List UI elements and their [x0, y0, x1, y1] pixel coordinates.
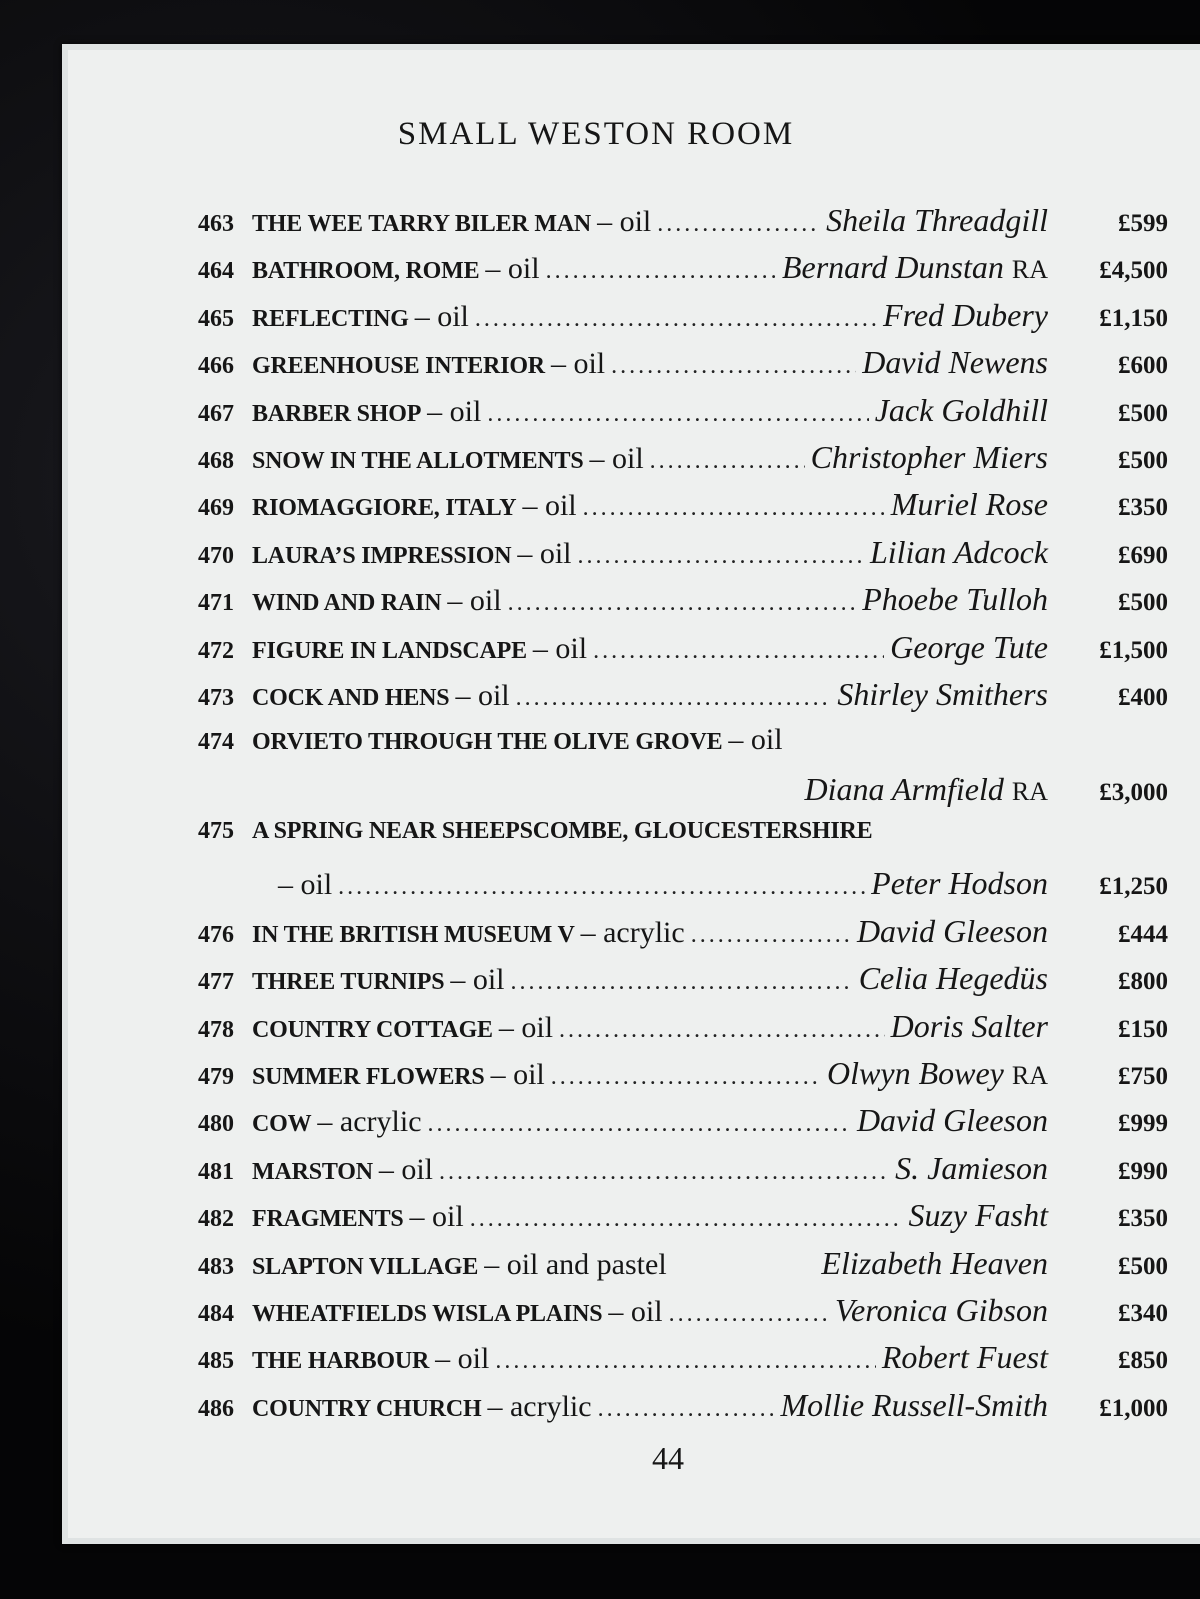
entry-medium: – oil — [522, 489, 577, 523]
entry-medium: – oil — [550, 347, 606, 381]
ra-suffix: RA — [1011, 255, 1048, 285]
entry-number: 465 — [198, 305, 234, 332]
entry-price: £150 — [1118, 1015, 1168, 1043]
entry-medium: – oil — [608, 1294, 663, 1328]
entry-title: THE HARBOUR — [252, 1348, 430, 1375]
entry-price: £350 — [1118, 1205, 1168, 1233]
entry-medium: – oil — [532, 631, 588, 665]
list-item — [198, 392, 1168, 439]
entry-number: 480 — [198, 1111, 234, 1138]
entry-title: A SPRING NEAR SHEEPSCOMBE, GLOUCESTERSHIRE — [252, 818, 873, 845]
entry-artist: Shirley Smithers — [837, 675, 1048, 712]
list-item — [198, 1339, 1168, 1386]
entry-number: 482 — [198, 1206, 234, 1233]
entry-title: LAURA’S IMPRESSION — [252, 542, 512, 569]
entry-number: 476 — [198, 921, 234, 948]
leader-dots — [338, 874, 865, 901]
entry-price: £1,250 — [1099, 873, 1168, 901]
entry-price: £850 — [1118, 1347, 1168, 1375]
list-item — [198, 297, 1168, 344]
entry-medium: – oil — [450, 963, 505, 997]
leader-dots — [598, 1396, 775, 1423]
entry-number: 485 — [198, 1348, 234, 1375]
entry-medium: – acrylic — [580, 915, 685, 949]
leader-dots — [650, 448, 805, 475]
entry-artist: Doris Salter — [890, 1007, 1048, 1044]
list-item — [198, 534, 1168, 581]
entry-artist: Phoebe Tulloh — [862, 581, 1048, 618]
leader-dots — [669, 1301, 829, 1328]
entry-title: IN THE BRITISH MUSEUM V — [252, 921, 575, 948]
entry-artist: David Newens — [862, 344, 1048, 381]
entry-artist: Olwyn Bowey — [827, 1055, 1004, 1092]
list-item — [198, 249, 1168, 296]
entry-price: £999 — [1118, 1110, 1168, 1138]
entry-title: GREENHOUSE INTERIOR — [252, 353, 545, 380]
entry-number: 481 — [198, 1158, 234, 1185]
list-item — [198, 913, 1168, 960]
entry-price: £400 — [1118, 683, 1168, 711]
leader-dots — [439, 1159, 889, 1186]
entry-title: REFLECTING — [252, 305, 409, 332]
entry-medium: – oil — [597, 205, 652, 238]
entry-medium: – oil — [409, 1200, 464, 1234]
list-item — [198, 629, 1168, 676]
entry-medium: – oil — [589, 441, 644, 475]
entry-title: SLAPTON VILLAGE — [252, 1253, 479, 1280]
entry-artist: David Gleeson — [856, 1102, 1048, 1139]
entry-medium: – oil — [447, 584, 502, 618]
list-item — [198, 1197, 1168, 1244]
entry-medium: – oil — [378, 1152, 434, 1186]
entry-medium: – oil — [485, 252, 540, 286]
entry-medium: – acrylic — [487, 1389, 592, 1423]
entry-artist: Mollie Russell-Smith — [780, 1386, 1048, 1423]
leader-dots — [551, 1064, 821, 1091]
entry-title: SUMMER FLOWERS — [252, 1064, 485, 1091]
entry-medium: – oil — [427, 394, 482, 428]
entry-number: 467 — [198, 400, 234, 427]
list-item — [198, 202, 1168, 249]
entry-medium: – oil — [455, 678, 510, 712]
entry-title: BATHROOM, ROME — [252, 258, 480, 285]
entry-number: 468 — [198, 447, 234, 474]
entry-price: £599 — [1118, 210, 1168, 237]
entry-artist: Fred Dubery — [883, 296, 1048, 333]
entry-artist: Elizabeth Heaven — [821, 1244, 1048, 1281]
leader-dots — [475, 306, 877, 333]
entry-price: £444 — [1118, 920, 1168, 948]
list-item — [198, 818, 1168, 913]
leader-dots — [583, 495, 885, 522]
entry-medium: – oil — [490, 1058, 545, 1092]
entry-price: £1,500 — [1099, 636, 1168, 664]
entry-number: 486 — [198, 1395, 234, 1422]
leader-dots — [691, 922, 851, 949]
entry-number: 471 — [198, 590, 234, 617]
entry-price: £350 — [1118, 494, 1168, 522]
entry-number: 473 — [198, 684, 234, 711]
entry-title: COUNTRY CHURCH — [252, 1395, 482, 1422]
entry-artist: Celia Hegedüs — [858, 960, 1048, 997]
page-title: SMALL WESTON ROOM — [397, 116, 795, 152]
entry-price: £500 — [1118, 1252, 1168, 1280]
entry-price: £500 — [1118, 446, 1168, 474]
entry-price: £750 — [1118, 1063, 1168, 1091]
entry-artist: Veronica Gibson — [834, 1291, 1048, 1328]
entry-number: 475 — [198, 818, 234, 845]
entry-title: COW — [252, 1111, 312, 1138]
list-item — [198, 581, 1168, 628]
entry-number: 477 — [198, 969, 234, 996]
leader-dots — [495, 1348, 875, 1375]
entry-number: 469 — [198, 495, 234, 522]
entry-price: £340 — [1118, 1299, 1168, 1327]
entry-number: 483 — [198, 1253, 234, 1280]
entry-title: COUNTRY COTTAGE — [252, 1016, 493, 1043]
ra-suffix: RA — [1011, 776, 1048, 806]
entry-artist: Jack Goldhill — [874, 391, 1048, 428]
entry-price: £500 — [1118, 399, 1168, 427]
entry-medium: – oil — [435, 1342, 490, 1376]
entry-title: THE WEE TARRY BILER MAN — [252, 211, 592, 237]
entry-medium: – oil — [728, 723, 783, 757]
entry-price: £4,500 — [1099, 257, 1168, 285]
list-item — [198, 1008, 1168, 1055]
entry-title: FIGURE IN LANDSCAPE — [252, 637, 527, 664]
entry-artist: Bernard Dunstan — [781, 249, 1004, 286]
leader-dots — [516, 685, 832, 712]
leader-dots — [470, 1206, 903, 1233]
entry-artist: Diana Armfield — [804, 770, 1004, 807]
entry-artist: Sheila Threadgill — [826, 202, 1048, 238]
entry-medium: – oil — [517, 536, 572, 570]
leader-dots — [657, 211, 820, 238]
entry-number: 484 — [198, 1300, 234, 1327]
entry-price: £3,000 — [1099, 778, 1168, 806]
list-item — [198, 1055, 1168, 1102]
ra-suffix: RA — [1011, 1061, 1048, 1091]
entry-artist: Suzy Fasht — [908, 1197, 1048, 1234]
list-item — [198, 1387, 1168, 1434]
entry-list — [198, 202, 1168, 1434]
leader-dots — [559, 1017, 885, 1044]
entry-price: £990 — [1118, 1157, 1168, 1185]
entry-medium: – oil — [498, 1010, 554, 1044]
entry-number: 479 — [198, 1064, 234, 1091]
entry-title: ORVIETO THROUGH THE OLIVE GROVE — [252, 729, 723, 756]
leader-dots — [487, 401, 868, 428]
list-item — [198, 723, 1168, 818]
entry-number: 474 — [198, 729, 234, 756]
entry-number: 466 — [198, 353, 234, 380]
leader-dots — [593, 638, 884, 665]
list-item — [198, 1102, 1168, 1149]
list-item — [198, 1150, 1168, 1197]
list-item — [198, 439, 1168, 486]
leader-dots — [508, 590, 857, 617]
entry-title: RIOMAGGIORE, ITALY — [252, 495, 517, 522]
entry-title: FRAGMENTS — [252, 1206, 404, 1233]
entry-medium: – acrylic — [317, 1105, 422, 1139]
entry-title: BARBER SHOP — [252, 400, 422, 427]
entry-title: WHEATFIELDS WISLA PLAINS — [252, 1300, 603, 1327]
entry-artist: S. Jamieson — [895, 1149, 1048, 1186]
entry-number: 463 — [198, 211, 234, 237]
entry-artist: George Tute — [890, 628, 1048, 665]
entry-artist: Christopher Miers — [810, 438, 1048, 475]
catalogue-page — [68, 50, 1200, 1538]
entry-medium: – oil and pastel — [484, 1247, 667, 1281]
entry-artist: Peter Hodson — [871, 865, 1048, 902]
entry-artist: Muriel Rose — [890, 486, 1048, 523]
entry-number: 470 — [198, 542, 234, 569]
list-item — [198, 676, 1168, 723]
list-item — [198, 344, 1168, 391]
entry-title: MARSTON — [252, 1158, 373, 1185]
entry-price: £500 — [1118, 589, 1168, 617]
entry-title: SNOW IN THE ALLOTMENTS — [252, 447, 584, 474]
entry-title: COCK AND HENS — [252, 684, 450, 711]
entry-artist: Lilian Adcock — [869, 533, 1048, 570]
list-item — [198, 486, 1168, 533]
page-number: 44 — [652, 1440, 684, 1476]
entry-price: £690 — [1118, 541, 1168, 569]
entry-medium: – oil — [278, 868, 333, 902]
entry-price: £1,150 — [1099, 304, 1168, 332]
entry-price: £600 — [1118, 352, 1168, 380]
entry-title: THREE TURNIPS — [252, 969, 445, 996]
leader-dots — [578, 543, 864, 570]
entry-price: £800 — [1118, 968, 1168, 996]
entry-number: 472 — [198, 637, 234, 664]
entry-medium: – oil — [414, 299, 469, 333]
list-item — [198, 1292, 1168, 1339]
entry-title: WIND AND RAIN — [252, 590, 442, 617]
entry-price: £1,000 — [1099, 1394, 1168, 1422]
entry-artist: Robert Fuest — [881, 1339, 1048, 1376]
leader-dots — [611, 353, 856, 380]
entry-number: 478 — [198, 1016, 234, 1043]
leader-dots — [428, 1111, 851, 1138]
entry-artist: David Gleeson — [856, 912, 1048, 949]
entry-number: 464 — [198, 258, 234, 285]
list-item — [198, 960, 1168, 1007]
list-item — [198, 1245, 1168, 1292]
leader-dots — [546, 258, 776, 285]
leader-dots — [511, 969, 853, 996]
